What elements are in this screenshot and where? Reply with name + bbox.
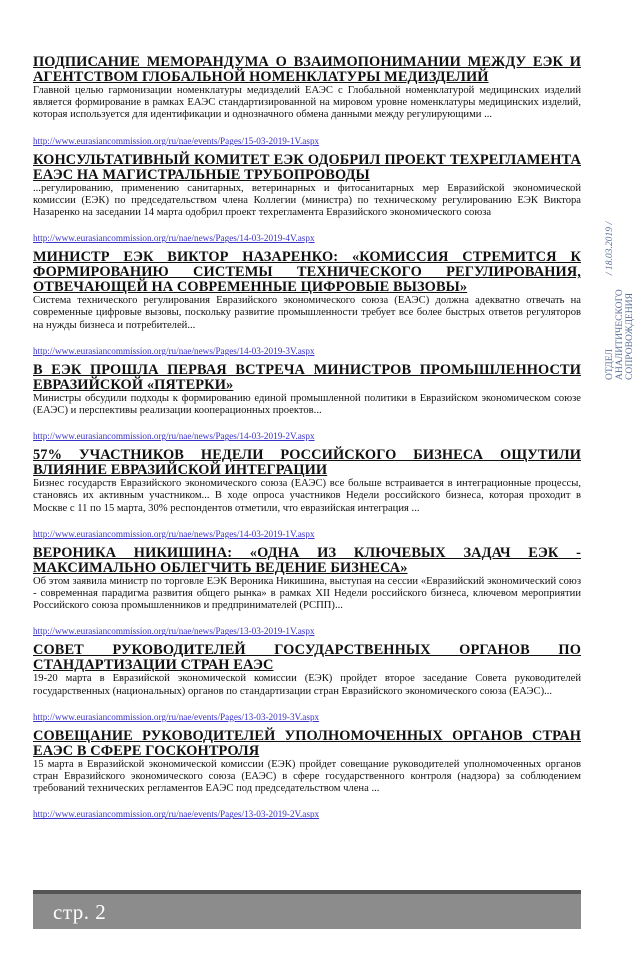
article-headline: СОВЕТ РУКОВОДИТЕЛЕЙ ГОСУДАРСТВЕННЫХ ОРГАНОВ ПО СТАНДАРТИЗАЦИИ СТРАН ЕАЭС <box>33 642 581 674</box>
footer-bar <box>33 890 581 929</box>
news-article <box>33 55 581 147</box>
department-line: ОТДЕЛ <box>604 349 615 380</box>
article-link[interactable]: http://www.eurasiancommission.org/ru/nae/events/Pages/13-03-2019-2V.aspx <box>33 809 320 820</box>
department-line: СОПРОВОЖДЕНИЯ <box>624 293 635 380</box>
article-headline: 57% УЧАСТНИКОВ НЕДЕЛИ РОССИЙСКОГО БИЗНЕСА ОЩУТИЛИ ВЛИЯНИЕ ЕВРАЗИЙСКОЙ ИНТЕГРАЦИИ <box>33 447 581 479</box>
article-excerpt: Система технического регулирования Евразийского экономического союза (ЕАЭС) должна адекватно отвечать на современные цифровые вызовы, поскольку развитие промышленности требует все более быстрых ответов регуляторов на нужды бизнеса и потребителей... <box>33 295 581 331</box>
article-link[interactable]: http://www.eurasiancommission.org/ru/nae/news/Pages/14-03-2019-1V.aspx <box>33 528 315 539</box>
news-article <box>33 153 581 245</box>
article-excerpt: ...регулированию, применению санитарных, ветеринарных и фитосанитарных мер Евразийской экономической комиссии (ЕЭК) по председательством члена Коллегии (министра) по техническому регулированию ЕЭК Виктора Назаренко на заседании 14 марта одобрил проект техрегламента Евразийского экономического союза <box>33 182 581 219</box>
article-headline: МИНИСТР ЕЭК ВИКТОР НАЗАРЕНКО: «КОМИССИЯ СТРЕМИТСЯ К ФОРМИРОВАНИЮ СИСТЕМЫ ТЕХНИЧЕСКОГО РЕГУЛИРОВАНИЯ, ОТВЕЧАЮЩЕЙ НА СОВРЕМЕННЫЕ ЦИФРОВЫЕ ВЫЗОВЫ» <box>33 249 581 296</box>
issue-date: / 18.03.2019 / <box>604 221 615 276</box>
article-link[interactable]: http://www.eurasiancommission.org/ru/nae/news/Pages/14-03-2019-3V.aspx <box>33 345 315 356</box>
article-link[interactable]: http://www.eurasiancommission.org/ru/nae/events/Pages/15-03-2019-1V.aspx <box>33 135 320 146</box>
article-excerpt: Главной целью гармонизации номенклатуры медизделий ЕАЭС с Глобальной номенклатурой медицинских изделий является формирование в рамках ЕАЭС стандартизированной на мировом уровне номенклатуры медицинских изделий, которая используется для идентификации и однозначного обмена данными между регулирующими ... <box>33 85 581 121</box>
news-article <box>33 448 581 540</box>
article-excerpt: Об этом заявила министр по торговле ЕЭК Вероника Никишина, выступая на сессии «Евразийский экономический союз - современная парадигма развития общего рынка» в рамках XII Недели российского бизнеса, ключевом мероприятии Российского союза промышленников и предпринимателей (РСПП)... <box>33 575 581 612</box>
article-link[interactable]: http://www.eurasiancommission.org/ru/nae/news/Pages/13-03-2019-1V.aspx <box>33 626 315 637</box>
news-list <box>33 55 581 826</box>
article-headline: ВЕРОНИКА НИКИШИНА: «ОДНА ИЗ КЛЮЧЕВЫХ ЗАДАЧ ЕЭК - МАКСИМАЛЬНО ОБЛЕГЧИТЬ ВЕДЕНИЕ БИЗНЕСА» <box>33 544 581 576</box>
article-excerpt: 19-20 марта в Евразийской экономической комиссии (ЕЭК) пройдет второе заседание Совета руководителей государственных (национальных) органов по стандартизации стран Евразийского экономического союза (ЕАЭС)... <box>33 673 581 697</box>
news-article <box>33 250 581 357</box>
department-line: АНАЛИТИЧЕСКОГО <box>614 289 625 380</box>
article-headline: В ЕЭК ПРОШЛА ПЕРВАЯ ВСТРЕЧА МИНИСТРОВ ПРОМЫШЛЕННОСТИ ЕВРАЗИЙСКОЙ «ПЯТЕРКИ» <box>33 361 581 393</box>
news-article <box>33 546 581 638</box>
article-excerpt: Министры обсудили подходы к формированию единой промышленной политики в Евразийском экономическом союзе (ЕАЭС) и перспективы реализации кооперационных проектов... <box>33 392 581 417</box>
article-headline: ПОДПИСАНИЕ МЕМОРАНДУМА О ВЗАИМОПОНИМАНИИ МЕЖДУ ЕЭК И АГЕНТСТВОМ ГЛОБАЛЬНОЙ НОМЕНКЛАТУРЫ МЕДИЗДЕЛИЙ <box>33 54 581 85</box>
page-number: стр. 2 <box>53 900 107 924</box>
news-article <box>33 729 581 821</box>
article-link[interactable]: http://www.eurasiancommission.org/ru/nae/events/Pages/13-03-2019-3V.aspx <box>33 711 320 722</box>
article-link[interactable]: http://www.eurasiancommission.org/ru/nae/news/Pages/14-03-2019-4V.aspx <box>33 233 315 244</box>
article-link[interactable]: http://www.eurasiancommission.org/ru/nae/news/Pages/14-03-2019-2V.aspx <box>33 431 315 442</box>
sidebar-text-block <box>605 222 635 380</box>
sidebar-vertical-label <box>595 80 635 380</box>
article-headline: СОВЕЩАНИЕ РУКОВОДИТЕЛЕЙ УПОЛНОМОЧЕННЫХ ОРГАНОВ СТРАН ЕАЭС В СФЕРЕ ГОСКОНТРОЛЯ <box>33 727 581 759</box>
article-headline: КОНСУЛЬТАТИВНЫЙ КОМИТЕТ ЕЭК ОДОБРИЛ ПРОЕКТ ТЕХРЕГЛАМЕНТА ЕАЭС НА МАГИСТРАЛЬНЫЕ ТРУБОПРОВОДЫ <box>33 151 581 183</box>
article-excerpt: Бизнес государств Евразийского экономического союза (ЕАЭС) все больше встраивается в интеграционные процессы, становясь их активным участником... В ходе опроса участников Недели российского бизнеса, которая проходит в Москве с 11 по 15 марта, 30% респондентов отметили, что евразийская интеграция ... <box>33 478 581 514</box>
department-name <box>605 289 635 380</box>
article-excerpt: 15 марта в Евразийской экономической комиссии (ЕЭК) пройдет совещание руководителей уполномоченных органов стран Евразийского экономического союза (ЕАЭС) в сфере государственного контроля (надзора) за соблюдением требований технических регламентов ЕАЭС под председательством члена ... <box>33 758 581 795</box>
news-article <box>33 643 581 722</box>
news-article <box>33 363 581 442</box>
